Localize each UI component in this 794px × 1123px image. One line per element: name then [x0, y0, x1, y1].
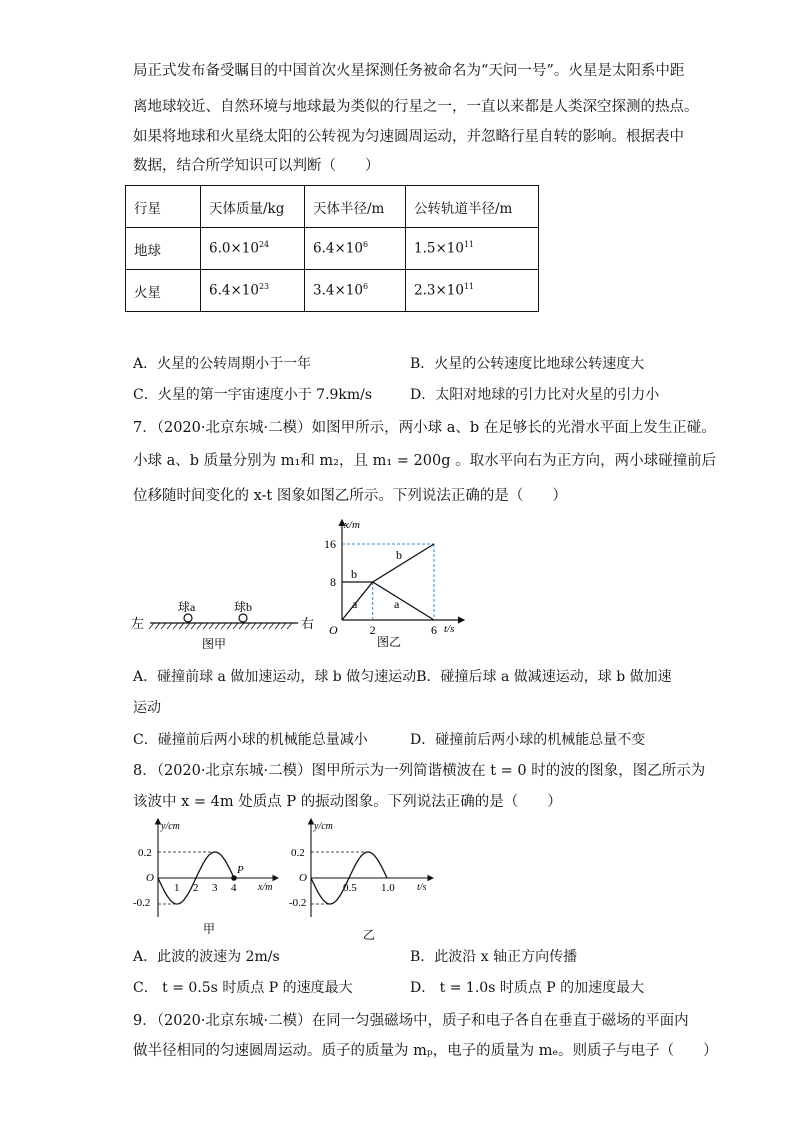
q7-stem-line-1: 7．（2020·北京东城·二模）如图甲所示，两小球 a、b 在足够长的光滑水平面上发生正碰。 — [133, 420, 716, 436]
hatch-mark — [287, 623, 292, 629]
origin-label: O — [146, 872, 154, 884]
hatch-mark — [245, 623, 250, 629]
left-label: 左 — [131, 616, 145, 631]
ball-a — [184, 614, 192, 622]
q6-stem-line-1: 局正式发布备受瞩目的中国首次火星探测任务被命名为“天问一号”。火星是太阳系中距 — [133, 63, 685, 79]
ball-b-label: 球b — [234, 600, 253, 614]
table-cell: 火星 — [126, 270, 201, 312]
q7-option-b-continued[interactable]: 运动 — [133, 700, 161, 716]
q7-stem-line-3: 位移随时间变化的 x-t 图象如图乙所示。下列说法正确的是（ ） — [133, 488, 567, 504]
q6-option-a[interactable]: A．火星的公转周期小于一年 — [133, 356, 312, 372]
header-cell: 行星 — [126, 186, 201, 228]
ball-a-label: 球a — [178, 600, 196, 614]
x-tick-1: 1 — [174, 882, 180, 894]
figure-caption: 甲 — [203, 922, 216, 936]
x-axis-label: t/s — [444, 623, 455, 635]
y-axis-label: x/m — [344, 519, 360, 531]
x-tick-4: 4 — [231, 882, 237, 894]
hatch-mark — [239, 623, 244, 629]
hatch-mark — [221, 623, 226, 629]
hatch-mark — [185, 623, 190, 629]
q7-option-d[interactable]: D．碰撞前后两小球的机械能总量不变 — [410, 732, 646, 748]
y-tick-neg-0.2: -0.2 — [289, 897, 307, 909]
hatch-mark — [209, 623, 214, 629]
q9-stem-line-1: 9．（2020·北京东城·二模）在同一匀强磁场中，质子和电子各自在垂直于磁场的平面内 — [133, 1013, 689, 1029]
table-cell: $6.4\times 10^{23}$ — [201, 270, 305, 312]
q7-figure-jia — [128, 590, 318, 655]
hatch-mark — [191, 623, 196, 629]
table-cell: $3.4\times 10^6$ — [305, 270, 406, 312]
q6-stem-line-2: 离地球较近、自然环境与地球最为类似的行星之一，一直以来都是人类深空探测的热点。 — [133, 99, 699, 115]
label-a-after: a — [394, 597, 400, 611]
hatch-mark — [233, 623, 238, 629]
table-row — [126, 228, 539, 270]
hatch-mark — [149, 623, 154, 629]
table-cell: $6.4\times 10^6$ — [305, 228, 406, 270]
label-b-after: b — [396, 548, 402, 562]
label-a-before: a — [352, 597, 358, 611]
hatch-mark — [173, 623, 178, 629]
ground-hatch — [149, 623, 292, 629]
table-cell: $2.3\times 10^{11}$ — [406, 270, 539, 312]
figure-caption: 图乙 — [377, 635, 402, 649]
hatch-mark — [179, 623, 184, 629]
q8-stem-line-2: 该波中 x = 4m 处质点 P 的振动图象。下列说法正确的是（ ） — [133, 794, 562, 810]
q8-stem-line-1: 8．（2020·北京东城·二模）图甲所示为一列简谐横波在 t = 0 时的波的图象，图乙所示为 — [133, 763, 706, 779]
figure-caption: 乙 — [363, 928, 376, 942]
header-cell: 公转轨道半径/m — [406, 186, 539, 228]
hatch-mark — [227, 623, 232, 629]
y-tick-8: 8 — [330, 575, 336, 589]
q6-stem-line-4: 数据，结合所学知识可以判断（ ） — [133, 158, 380, 174]
x-tick-6: 6 — [431, 623, 437, 637]
q8-option-c[interactable]: C． t = 0.5s 时质点 P 的速度最大 — [133, 980, 353, 996]
x-tick-2: 2 — [369, 623, 376, 637]
hatch-mark — [269, 623, 274, 629]
q8-option-b[interactable]: B．此波沿 x 轴正方向传播 — [410, 949, 578, 965]
hatch-mark — [161, 623, 166, 629]
table-header-row — [126, 186, 539, 228]
table-row — [126, 270, 539, 312]
table-cell: $6.0\times 10^{24}$ — [201, 228, 305, 270]
q9-stem-line-2: 做半径相同的匀速圆周运动。质子的质量为 mₚ，电子的质量为 mₑ。则质子与电子（ ） — [133, 1043, 718, 1059]
header-cell: 天体质量/kg — [201, 186, 305, 228]
figure-caption: 图甲 — [202, 637, 227, 651]
x-tick-2: 2 — [193, 882, 199, 894]
q6-stem-line-3: 如果将地球和火星绕太阳的公转视为匀速圆周运动，并忽略行星自转的影响。根据表中 — [133, 129, 684, 145]
hatch-mark — [281, 623, 286, 629]
hatch-mark — [215, 623, 220, 629]
point-p-label: P — [237, 864, 244, 876]
hatch-mark — [155, 623, 160, 629]
hatch-mark — [257, 623, 262, 629]
y-tick-0.2: 0.2 — [291, 847, 305, 859]
q7-stem-line-2: 小球 a、b 质量分别为 m₁和 m₂，且 m₁ = 200g 。取水平向右为正方向，两小球碰撞前后 — [133, 453, 717, 469]
q7-option-c[interactable]: C．碰撞前后两小球的机械能总量减小 — [133, 732, 368, 748]
y-axis-label: y/cm — [161, 821, 180, 832]
planet-data-table — [125, 185, 539, 312]
y-tick-neg-0.2: -0.2 — [133, 897, 151, 909]
label-b-before: b — [351, 567, 357, 581]
table-cell: $1.5\times 10^{11}$ — [406, 228, 539, 270]
y-tick-0.2: 0.2 — [138, 847, 152, 859]
x-tick-0.5: 0.5 — [343, 882, 357, 894]
q8-vibration-chart — [289, 815, 443, 942]
point-p — [231, 875, 237, 881]
hatch-mark — [167, 623, 172, 629]
y-tick-16: 16 — [324, 537, 336, 551]
hatch-mark — [251, 623, 256, 629]
header-cell: 天体半径/m — [305, 186, 406, 228]
hatch-mark — [275, 623, 280, 629]
q8-option-d[interactable]: D． t = 1.0s 时质点 P 的加速度最大 — [410, 980, 645, 996]
x-axis-label: x/m — [258, 882, 273, 893]
q6-option-d[interactable]: D．太阳对地球的引力比对火星的引力小 — [410, 387, 660, 403]
ball-b — [239, 614, 247, 622]
table-cell: 地球 — [126, 228, 201, 270]
q7-option-ab[interactable]: A．碰撞前球 a 做加速运动，球 b 做匀速运动B．碰撞后球 a 做减速运动，球 b 做加速 — [133, 669, 672, 685]
hatch-mark — [263, 623, 268, 629]
q8-option-a[interactable]: A．此波的波速为 2m/s — [133, 949, 280, 965]
q7-xt-chart — [322, 512, 472, 647]
q6-option-b[interactable]: B．火星的公转速度比地球公转速度大 — [410, 356, 645, 372]
x-tick-3: 3 — [212, 882, 218, 894]
x-tick-1.0: 1.0 — [381, 882, 395, 894]
x-axis-label: t/s — [417, 882, 427, 893]
q6-option-c[interactable]: C．火星的第一宇宙速度小于 7.9km/s — [133, 387, 373, 403]
q8-wave-chart — [128, 815, 288, 940]
origin-label: O — [329, 623, 338, 637]
hatch-mark — [203, 623, 208, 629]
origin-label: O — [299, 872, 307, 884]
right-label: 右 — [301, 616, 315, 631]
y-axis-label: y/cm — [314, 821, 333, 832]
hatch-mark — [197, 623, 202, 629]
